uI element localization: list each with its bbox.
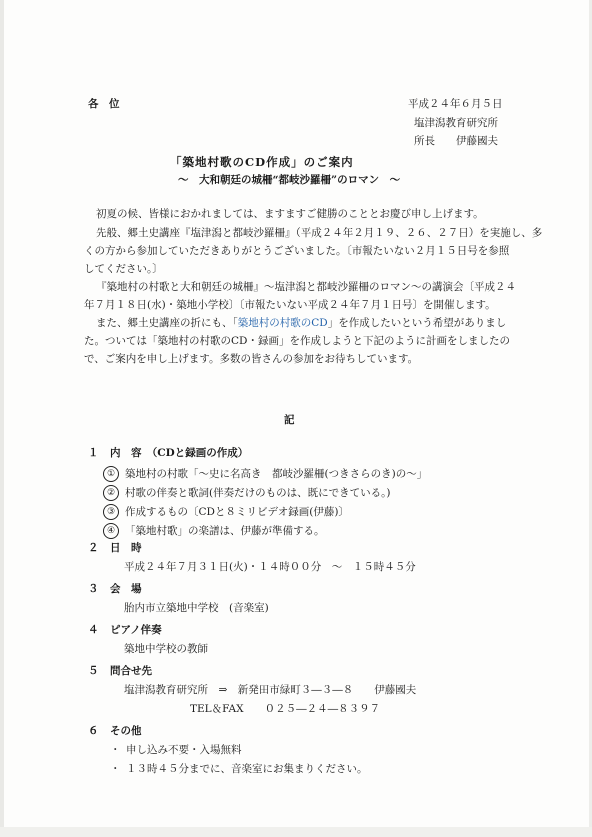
contact-phone: TEL＆FAX ０２５―２４―８３９７ [190,703,381,715]
content-item-text: 作成するもの〔CDと８ミリビデオ録画(伊藤)〕 [125,506,349,518]
section-number: １ [88,447,99,459]
paragraph-3-line: 年７月１８日(水)・築地小学校〕〔市報たいない平成２４年７月１日号〕を開催します。 [84,299,496,311]
other-item [110,744,242,757]
item-marker: ③ [103,504,119,520]
content-item-text: 「築地村歌」の楽譜は、伊藤が準備する。 [125,525,325,537]
section-title-other: その他 [110,725,142,737]
other-item [110,763,368,776]
document-title: 「築地村歌のCD作成」のご案内 [170,155,354,169]
paragraph-2-line: してください。〕 [84,263,163,275]
bullet-icon: ・ [110,744,121,756]
event-datetime: 平成２４年７月３１日(火)・１４時００分 ～ １５時４５分 [124,561,416,573]
paragraph-4-line [96,317,506,330]
section-title-contact: 問合せ先 [110,665,152,677]
content-item-text: 村歌の伴奏と歌詞(伴奏だけのものは、既にできている。) [125,487,391,499]
paragraph-4-text: 」を作成したいという希望がありまし [327,317,507,329]
scan-edge-left [0,0,4,837]
sender-organization: 塩津潟教育研究所 [414,117,498,129]
section-title-venue: 会 場 [110,583,142,595]
content-item [103,485,390,501]
issue-date: 平成２４年６月５日 [408,98,503,110]
paragraph-4-line: で、ご案内を申し上げます。多数の皆さんの参加をお待ちしています。 [84,353,419,365]
piano-accompanist: 築地中学校の教師 [124,643,208,655]
paragraph-2-line: くの方から参加していただきありがとうございました。〔市報たいない２月１５日号を参照 [84,245,510,257]
content-item [103,466,427,482]
content-item [103,523,325,539]
contact-address: 塩津潟教育研究所 ⇒ 新発田市緑町３―３―８ 伊藤國夫 [124,684,417,696]
scan-edge-bottom [0,827,592,837]
bullet-icon: ・ [110,763,121,775]
item-marker: ② [103,485,119,501]
section-number: ２ [88,542,99,554]
ki-heading: 記 [284,414,295,426]
other-item-text: １３時４５分までに、音楽室にお集まりください。 [126,763,368,775]
paragraph-3-line: 『築地村の村歌と大和朝廷の城柵』～塩津潟と都岐沙羅柵のロマン～の講演会〔平成２４ [96,281,516,293]
paragraph-4-line: た。ついては「築地村の村歌のCD・録画」を作成しようと下記のように計画をしましたの [84,335,510,347]
section-number: ６ [88,725,99,737]
section-title-piano: ピアノ伴奏 [110,624,162,636]
paragraph-2-line: 先般、郷土史講座『塩津潟と都岐沙羅柵』（平成２４年２月１９、２６、２７日）を実施し、多 [96,227,543,239]
other-item-text: 申し込み不要・入場無料 [126,744,242,756]
section-number: ３ [88,583,99,595]
section-number: ５ [88,665,99,677]
section-number: ４ [88,624,99,636]
content-item [103,504,349,520]
item-marker: ④ [103,523,119,539]
section-title-content: 内 容 （CDと録画の作成） [110,447,249,459]
item-marker: ① [103,466,119,482]
paragraph-4-text: また、郷土史講座の折にも、「 [96,317,238,329]
addressee: 各 位 [88,98,120,110]
paragraph-1-line: 初夏の候、皆様におかれましては、ますますご健勝のこととお慶び申し上げます。 [96,208,484,220]
event-venue: 胎内市立築地中学校 (音楽室) [124,602,269,614]
document-subtitle: ～ 大和朝廷の城柵“都岐沙羅柵”のロマン ～ [178,174,401,186]
section-title-datetime: 日 時 [110,542,142,554]
highlighted-cd-title: 築地村の村歌のCD [237,317,328,329]
content-item-text: 築地村の村歌「～史に名高き 都岐沙羅柵(つきさらのき)の～」 [125,468,428,480]
sender-name: 所長 伊藤國夫 [414,135,498,147]
